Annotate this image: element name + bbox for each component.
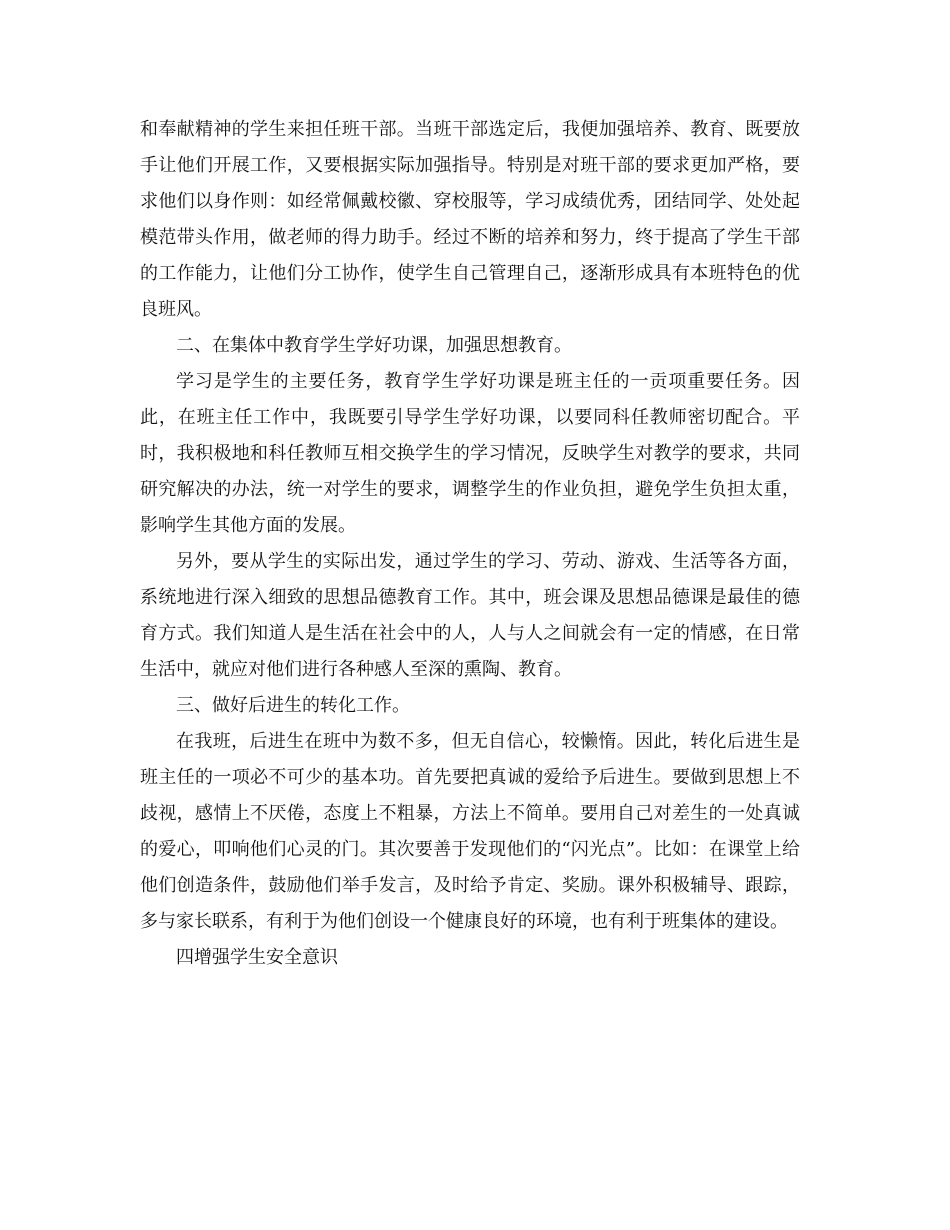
paragraph-study-task: 学习是学生的主要任务，教育学生学好功课是班主任的一贡项重要任务。因此，在班主任工作中，我既要引导学生学好功课，以要同科任教师密切配合。平时，我积极地和科任教师互相交换学生的学习情况，反映学生对教学的要求，共同研究解决的办法，统一对学生的要求，调整学生的作业负担，避免学生负担太重，影响学生其他方面的发展。 [140,371,800,536]
section-heading-two: 二、在集体中教育学生学好功课，加强思想教育。 [176,335,572,356]
paragraph-class-cadre-continuation: 和奉献精神的学生来担任班干部。当班干部选定后，我便加强培养、教育、既要放手让他们开展工作，又要根据实际加强指导。特别是对班干部的要求更加严格，要求他们以身作则：如经常佩戴校徽、穿校服等，学习成绩优秀，团结同学、处处起模范带头作用，做老师的得力助手。经过不断的培养和努力，终于提高了学生干部的工作能力，让他们分工协作，使学生自己管理自己，逐渐形成具有本班特色的优良班风。 [140,119,800,320]
paragraph-moral-education: 另外，要从学生的实际出发，通过学生的学习、劳动、游戏、生活等各方面，系统地进行深入细致的思想品德教育工作。其中，班会课及思想品德课是最佳的德育方式。我们知道人是生活在社会中的人，人与人之间就会有一定的情感，在日常生活中，就应对他们进行各种感人至深的熏陶、教育。 [140,551,800,680]
section-heading-four: 四增强学生安全意识 [176,947,338,968]
document-body [140,112,800,976]
section-heading-three: 三、做好后进生的转化工作。 [176,695,410,716]
paragraph-underachiever-transformation: 在我班，后进生在班中为数不多，但无自信心，较懒惰。因此，转化后进生是班主任的一项必不可少的基本功。首先要把真诚的爱给予后进生。要做到思想上不歧视，感情上不厌倦，态度上不粗暴，方法上不简单。要用自己对差生的一处真诚的爱心，叩响他们心灵的门。其次要善于发现他们的“闪光点”。比如：在课堂上给他们创造条件，鼓励他们举手发言，及时给予肯定、奖励。课外积极辅导、跟踪，多与家长联系，有利于为他们创设一个健康良好的环境，也有利于班集体的建设。 [140,731,800,932]
